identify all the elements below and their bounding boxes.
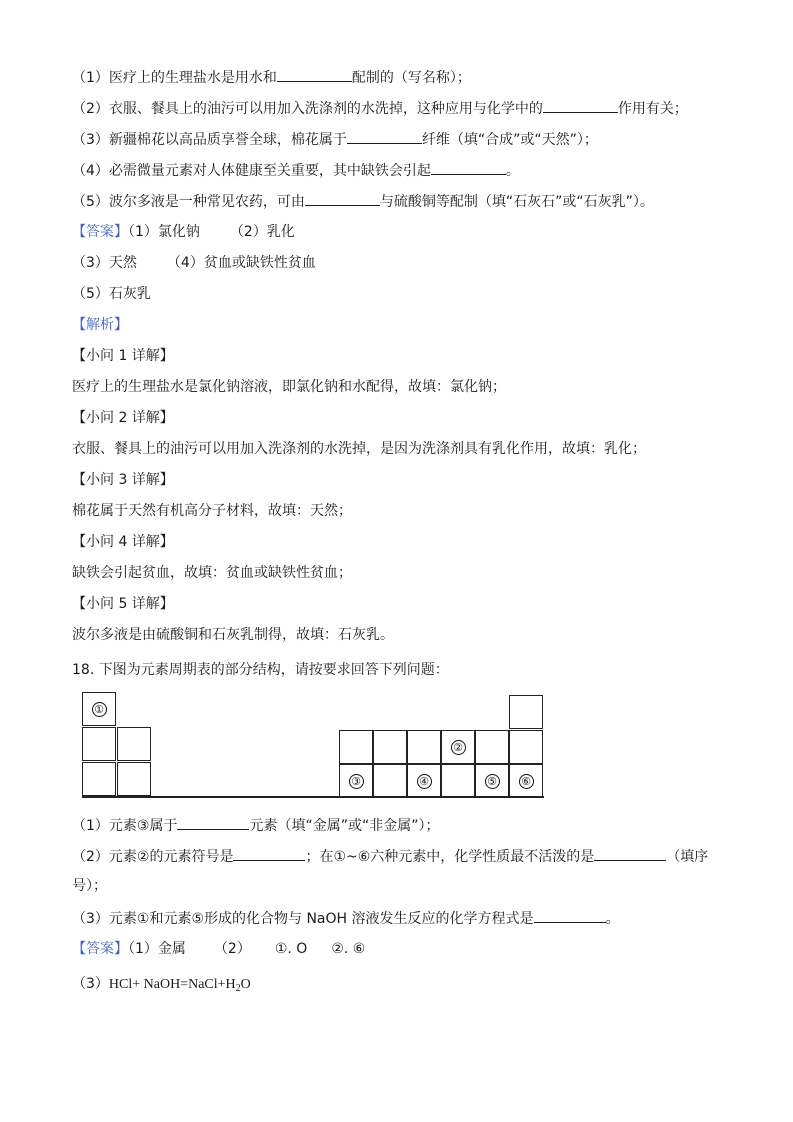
element-marker-2: ② xyxy=(451,740,466,755)
q18-part2 xyxy=(72,846,708,867)
q18-part2-mid: ；在①~⑥六种元素中，化学性质最不活泼的是 xyxy=(305,849,595,865)
pt-cell xyxy=(475,730,509,764)
detail-body-5: 波尔多液是由硫酸铜和石灰乳制得，故填：石灰乳。 xyxy=(72,627,394,643)
detail-body-4: 缺铁会引起贫血，故填：贫血或缺铁性贫血； xyxy=(72,565,352,581)
q18-part3-text: （3）元素①和元素⑤形成的化合物与 NaOH 溶液发生反应的化学方程式是 xyxy=(72,911,534,927)
q18-answer-2b: ②. ⑥ xyxy=(331,941,366,957)
element-marker-1: ① xyxy=(92,702,107,717)
q17-part2 xyxy=(72,98,688,119)
q17-part1-text: （1）医疗上的生理盐水是用水和 xyxy=(72,70,277,86)
pt-cell-1 xyxy=(82,692,116,726)
answer-blank[interactable] xyxy=(347,129,422,144)
q18-answer-2a: ①. O xyxy=(274,941,308,957)
pt-cell xyxy=(82,762,116,796)
pt-cell xyxy=(117,727,151,761)
equation-subscript: 2 xyxy=(235,983,241,994)
q17-answer-row1 xyxy=(72,222,295,242)
detail-heading-3: 【小问 3 详解】 xyxy=(72,472,174,488)
q18-answer-row2 xyxy=(72,974,251,999)
equation-tail: O xyxy=(240,977,251,992)
detail-heading-5: 【小问 5 详解】 xyxy=(72,596,174,612)
q18-part2-tail: （填序 xyxy=(666,849,709,865)
detail-body-3: 棉花属于天然有机高分子材料，故填：天然； xyxy=(72,503,352,519)
pt-cell xyxy=(407,730,441,764)
pt-cell xyxy=(509,695,543,729)
q18-part1 xyxy=(72,815,439,836)
q18-answer-2-label: （2） xyxy=(213,941,251,957)
element-marker-3: ③ xyxy=(349,774,364,789)
answer-blank[interactable] xyxy=(305,191,380,206)
q17-part5 xyxy=(72,191,654,212)
q17-part5-text: （5）波尔多液是一种常见农药，可由 xyxy=(72,194,305,210)
q17-part4-text: （4）必需微量元素对人体健康至关重要，其中缺铁会引起 xyxy=(72,163,431,179)
answer-blank[interactable] xyxy=(277,67,352,82)
q17-part3-text: （3）新疆棉花以高品质享誉全球，棉花属于 xyxy=(72,132,347,148)
answer-blank[interactable] xyxy=(431,160,506,175)
q17-answer-4: （4）贫血或缺铁性贫血 xyxy=(166,255,316,271)
q17-answer-2: （2）乳化 xyxy=(229,224,295,240)
q17-part3-tail: 纤维（填“合成”或“天然”）； xyxy=(421,132,598,148)
detail-heading-2: 【小问 2 详解】 xyxy=(72,410,174,426)
q17-part4-tail: 。 xyxy=(505,163,520,179)
detail-body-2: 衣服、餐具上的油污可以用加入洗涤剂的水洗掉，是因为洗涤剂具有乳化作用，故填：乳化； xyxy=(72,441,646,457)
pt-cell-4 xyxy=(407,764,441,798)
detail-heading-4: 【小问 4 详解】 xyxy=(72,534,174,550)
q18-part1-text: （1）元素③属于 xyxy=(72,818,178,834)
answer-blank[interactable] xyxy=(534,908,606,923)
q17-part5-tail: 与硫酸铜等配制（填“石灰石”或“石灰乳”）。 xyxy=(379,194,654,210)
pt-bottom-line xyxy=(82,796,544,798)
q17-answer-3: （3）天然 xyxy=(72,255,137,271)
analysis-tag: 【解析】 xyxy=(72,317,128,333)
q17-answer-row2 xyxy=(72,253,316,273)
pt-cell xyxy=(441,764,475,798)
q17-answer-row3 xyxy=(72,284,151,304)
pt-cell xyxy=(373,730,407,764)
q18-stem: 18. 下图为元素周期表的部分结构，请按要求回答下列问题： xyxy=(72,662,449,678)
q18-part2-cont: 号）； xyxy=(72,878,107,894)
detail-body-1: 医疗上的生理盐水是氯化钠溶液，即氯化钠和水配得，故填：氯化钠； xyxy=(72,379,506,395)
pt-cell xyxy=(82,727,116,761)
element-marker-5: ⑤ xyxy=(485,774,500,789)
answer-blank[interactable] xyxy=(233,846,305,861)
pt-cell-2 xyxy=(441,730,475,764)
pt-cell xyxy=(117,762,151,796)
element-marker-6: ⑥ xyxy=(519,774,534,789)
q18-part3 xyxy=(72,908,620,929)
chemical-equation: HCl+ NaOH=NaCl+H xyxy=(108,977,236,992)
q17-part2-tail: 作用有关； xyxy=(617,101,688,117)
q17-part1 xyxy=(72,67,471,88)
pt-cell-5 xyxy=(475,764,509,798)
q17-part1-tail: 配制的（写名称）； xyxy=(351,70,471,86)
answer-blank[interactable] xyxy=(594,846,666,861)
q17-answer-1: （1）氯化钠 xyxy=(128,224,200,240)
element-marker-4: ④ xyxy=(417,774,432,789)
pt-cell xyxy=(339,730,373,764)
q18-answer-row1 xyxy=(72,939,365,959)
q18-part3-tail: 。 xyxy=(605,911,620,927)
pt-cell xyxy=(373,764,407,798)
q17-answer-5: （5）石灰乳 xyxy=(72,286,151,302)
q18-answer-1: （1）金属 xyxy=(128,941,186,957)
q17-part4 xyxy=(72,160,520,181)
answer-blank[interactable] xyxy=(177,815,249,830)
answer-tag: 【答案】 xyxy=(72,224,128,240)
answer-blank[interactable] xyxy=(543,98,618,113)
q18-part1-tail: 元素（填“金属”或“非金属”）； xyxy=(249,818,440,834)
answer-tag: 【答案】 xyxy=(72,941,128,957)
q18-answer-3-label: （3） xyxy=(72,976,109,992)
pt-cell xyxy=(509,730,543,764)
q18-part2-text: （2）元素②的元素符号是 xyxy=(72,849,234,865)
q17-part3 xyxy=(72,129,598,150)
detail-heading-1: 【小问 1 详解】 xyxy=(72,348,174,364)
pt-cell-6 xyxy=(509,764,543,798)
pt-cell-3 xyxy=(339,764,373,798)
q17-part2-text: （2）衣服、餐具上的油污可以用加入洗涤剂的水洗掉，这种应用与化学中的 xyxy=(72,101,543,117)
